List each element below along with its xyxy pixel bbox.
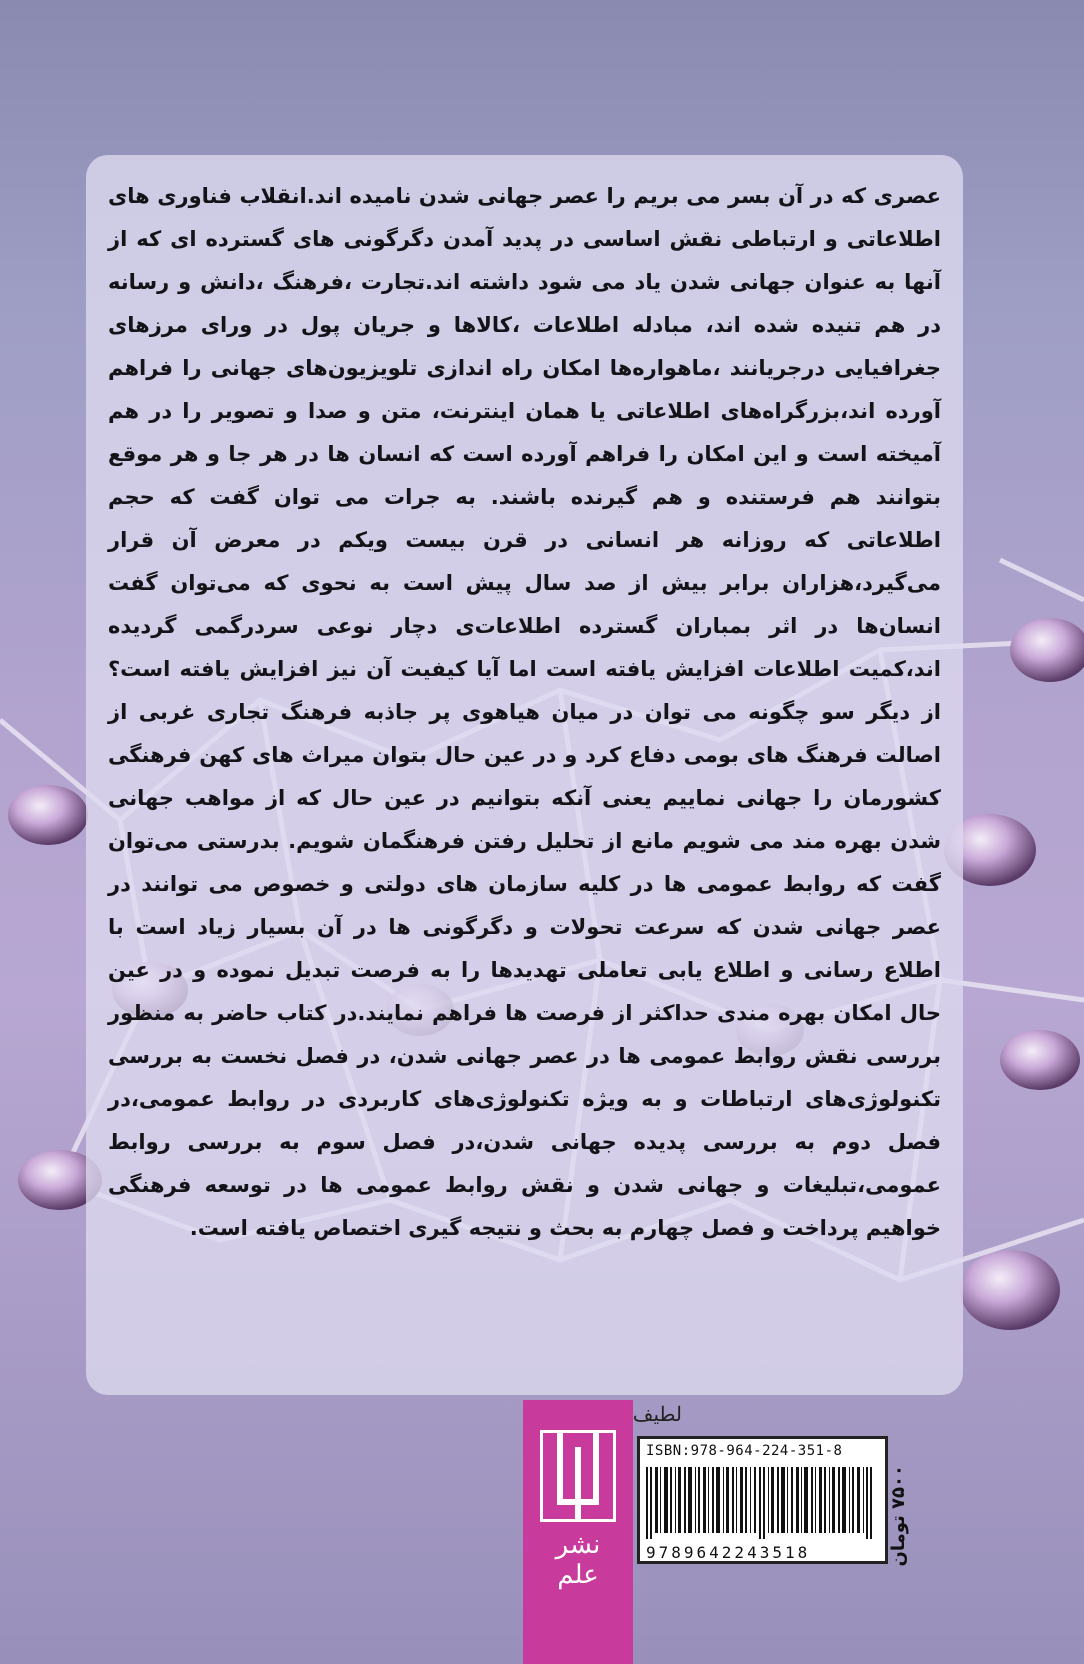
barcode — [637, 1436, 888, 1564]
isbn-text: ISBN:978-964-224-351-8 — [646, 1443, 843, 1459]
price-label: ۷۵۰۰ تومان — [888, 1465, 909, 1567]
barcode-bars — [646, 1467, 878, 1539]
sphere — [1010, 618, 1084, 682]
back-cover-description: عصری که در آن بسر می بریم را عصر جهانی شدن نامیده اند.انقلاب فناوری های اطلاعاتی و ارتباطی نقش اساسی در پدید آمدن دگرگونی های گسترده ای که از آنها به عنوان جهانی شدن یاد می شود داشته اند.تجارت ،فرهنگ ،دانش و رسانه در هم تنیده شده اند، مبادله اطلاعات ،کالاها و جریان پول در ورای مرزهای جغرافیایی درجریانند ،ماهواره‌ها امکان راه اندازی تلویزیون‌های جهانی را فراهم آورده اند،بزرگراه‌های اطلاعاتی یا همان اینترنت، متن و صدا و تصویر را در هم آمیخته است و این امکان را فراهم آورده است که انسان ها در هر جا و هر موقع بتوانند هم فرستنده و هم گیرنده باشند. به جرات می توان گفت که حجم اطلاعاتی که روزانه هر انسانی در قرن بیست ویکم در معرض آن قرار می‌گیرد،هزاران برابر بیش از صد سال پیش است به نحوی که می‌توان گفت انسان‌ها در اثر بمباران گسترده اطلاعات‌ی دچار نوعی سردرگمی گردیده اند،کمیت اطلاعات افزایش یافته است اما آیا کیفیت آن نیز افزایش یافته است؟ از دیگر سو چگونه می توان در میان هیاهوی پر جاذبه فرهنگ تجاری غربی از اصالت فرهنگ های بومی دفاع کرد و در عین حال بتوان میراث های کهن فرهنگی کشورمان را جهانی نماییم یعنی آنکه بتوانیم در عین حال که از مواهب جهانی شدن بهره مند می شویم مانع از تحلیل رفتن فرهنگمان شویم. بدرستی می‌توان گفت که روابط عمومی ها در کلیه سازمان های دولتی و خصوص می توانند در عصر جهانی شدن که سرعت تحولات و دگرگونی ها در آن بسیار زیاد است با اطلاع رسانی و اطلاع یابی تعاملی تهدیدها را به فرصت تبدیل نموده و در عین حال امکان بهره مندی حداکثر از فرصت ها فراهم نمایند.در کتاب حاضر به منظور بررسی نقش روابط عمومی ها در عصر جهانی شدن، در فصل نخست به بررسی تکنولوژی‌های ارتباطات و به ویژه تکنولوژی‌های کاربردی در روابط عمومی،در فصل دوم به بررسی پدیده جهانی شدن،در فصل سوم به بررسی روابط عمومی،تبلیغات و جهانی شدن و نقش روابط عمومی ها در توسعه فرهنگی خواهیم پرداخت و فصل چهارم به بحث و نتیجه گیری اختصاص یافته است. — [108, 184, 941, 1240]
sphere — [960, 1250, 1060, 1330]
ean-digits: 9789642243518 — [646, 1543, 811, 1562]
sphere — [8, 785, 88, 845]
publisher-name: نشر علم — [555, 1530, 601, 1590]
sphere — [1000, 1030, 1080, 1090]
label-mark: لطیف — [632, 1402, 682, 1426]
description-panel — [86, 155, 963, 1395]
publisher-logo — [540, 1430, 616, 1522]
